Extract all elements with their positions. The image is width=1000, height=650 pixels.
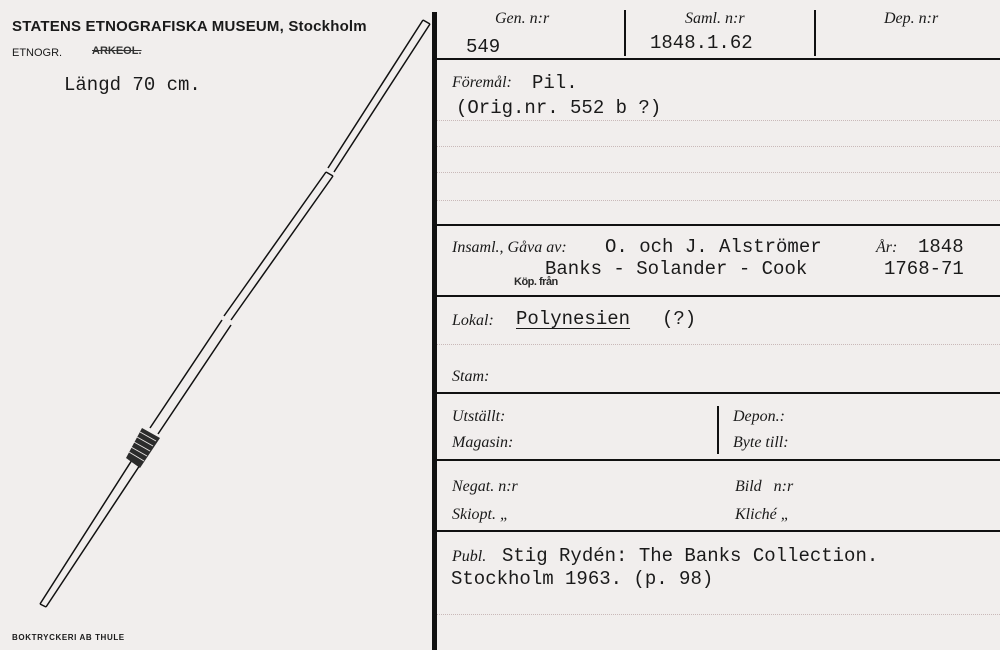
foremal-label: Föremål: [452,74,512,91]
header-rule [437,58,1000,60]
ruled-line [437,120,1000,121]
ruled-line [437,172,1000,173]
purchase-stamp: Köp. från [514,276,558,288]
byte-label: Byte till: [733,434,789,451]
publ-label: Publ. [452,548,487,565]
depon-label: Depon.: [733,408,785,425]
negat-label: Negat. n:r [452,478,518,495]
stam-label: Stam: [452,368,490,385]
storage-divider [717,406,719,454]
insaml-donor: O. och J. Alströmer [605,236,822,258]
cliche-label: Kliché „ [735,506,790,523]
magasin-label: Magasin: [452,434,514,451]
insaml-label: Insaml., Gåva av: [452,239,567,256]
drawing-panel [0,0,432,650]
museum-name: STATENS ETNOGRAFISKA MUSEUM, Stockholm [12,18,367,35]
lokal-label: Lokal: [452,312,494,329]
publ-line-2: Stockholm 1963. (p. 98) [451,568,714,590]
ruled-line [437,146,1000,147]
gen-number-label: Gen. n:r [495,10,550,27]
insaml-year-label: År: [876,239,898,256]
header-divider-2 [814,10,816,56]
dep-number-label: Dep. n:r [884,10,939,27]
storage-rule [437,459,1000,461]
lokal-qualifier: (?) [662,308,697,330]
arrow-drawing [0,0,432,650]
insaml-collect-years: 1768-71 [884,258,964,280]
lokal-value: Polynesien [516,308,631,330]
publ-line-1: Stig Rydén: The Banks Collection. [502,545,879,567]
saml-number-label: Saml. n:r [685,10,745,27]
skiopt-label: Skiopt. „ [452,506,509,523]
ruled-line [437,614,1000,615]
center-divider [432,12,437,650]
negat-rule [437,530,1000,532]
ruled-line [437,344,1000,345]
header-divider-1 [624,10,626,56]
insaml-year: 1848 [918,236,964,258]
foremal-rule [437,224,1000,226]
insaml-collectors: Banks - Solander - Cook [545,258,808,280]
department-struck-label: ARKEOL. [92,45,142,57]
ruled-line [437,200,1000,201]
utstallt-label: Utställt: [452,408,506,425]
department-label: ETNOGR. [12,47,63,59]
bild-label: Bild n:r [735,478,794,495]
printer-credit: BOKTRYCKERI AB THULE [12,633,125,642]
saml-number-value: 1848.1.62 [650,32,753,54]
insaml-rule [437,295,1000,297]
stam-rule [437,392,1000,394]
foremal-note: (Orig.nr. 552 b ?) [456,97,662,119]
gen-number-value: 549 [466,36,501,58]
object-length: Längd 70 cm. [64,74,201,96]
foremal-value: Pil. [532,72,578,94]
